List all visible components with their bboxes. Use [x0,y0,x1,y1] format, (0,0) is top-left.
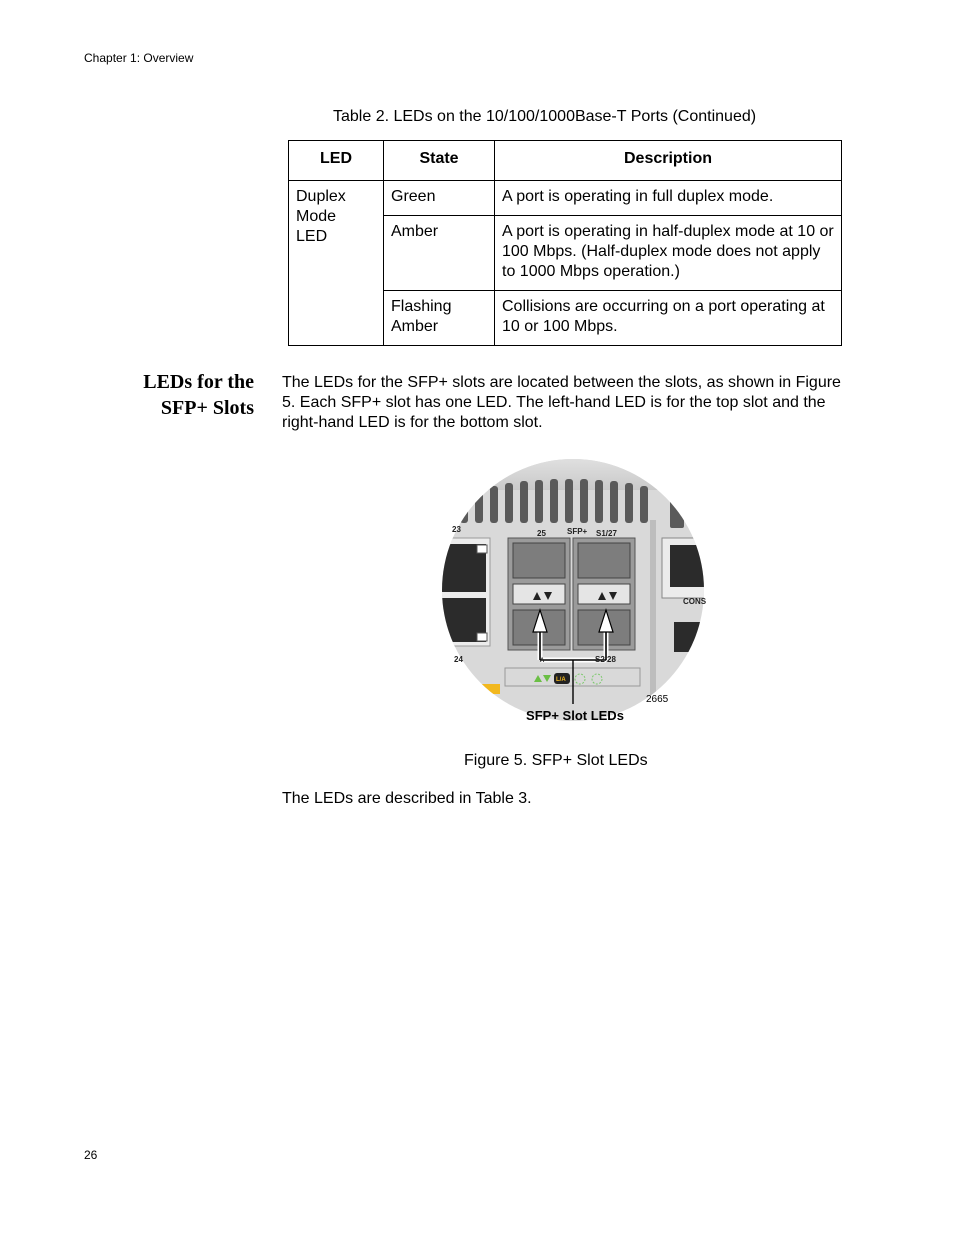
section-heading [100,369,254,421]
description-cell: Collisions are occurring on a port operating at 10 or 100 Mbps. [495,291,842,346]
port-label: S1/27 [596,529,617,538]
state-cell [384,291,495,346]
page-number: 26 [84,1148,98,1162]
section-heading-line: SFP+ Slots [160,397,254,419]
running-head: Chapter 1: Overview [84,51,194,65]
led-name-line: LED [296,228,328,245]
state-cell: Green [384,181,495,216]
table-header-row [289,141,842,181]
port-label: 24 [454,655,463,664]
led-name-cell [289,181,384,346]
led-table [288,140,842,346]
state-cell: Amber [384,216,495,291]
description-cell: A port is operating in half-duplex mode at 10 or 100 Mbps. (Half-duplex mode does not apply to 1000 Mbps operation.) [495,216,842,291]
section-paragraph: The LEDs for the SFP+ slots are located between the slots, as shown in Figure 5. Each SFP+ slot has one LED. The left-hand LED is for the top slot and the right-hand LED is for the bottom slot. [282,374,841,431]
sfp-label: SFP+ [567,527,588,536]
device-closeup [430,450,730,740]
port-label: S2 28 [595,655,616,664]
small-mark-label: A [540,658,545,664]
table-caption: Table 2. LEDs on the 10/100/1000Base-T Ports (Continued) [333,108,757,125]
description-cell: A port is operating in full duplex mode. [495,181,842,216]
led-name-line: Mode [296,208,337,225]
sfp-slot-figure [430,450,730,740]
closing-paragraph: The LEDs are described in Table 3. [282,790,532,807]
figure-caption: Figure 5. SFP+ Slot LEDs [464,752,648,769]
port-label: 23 [452,525,461,534]
port-label: 25 [537,529,546,538]
table-row [289,181,842,216]
header-led: LED [289,141,384,181]
led-name-line: Duplex [296,188,346,205]
figure-number: 2665 [646,694,669,705]
header-description: Description [495,141,842,181]
console-label: CONS [683,597,707,606]
section-heading-line: LEDs for the [143,371,254,393]
state-line: Flashing [391,298,452,315]
la-label: L/A [556,677,566,683]
state-line: Amber [391,318,439,335]
figure-callout: SFP+ Slot LEDs [526,708,624,723]
header-state: State [384,141,495,181]
